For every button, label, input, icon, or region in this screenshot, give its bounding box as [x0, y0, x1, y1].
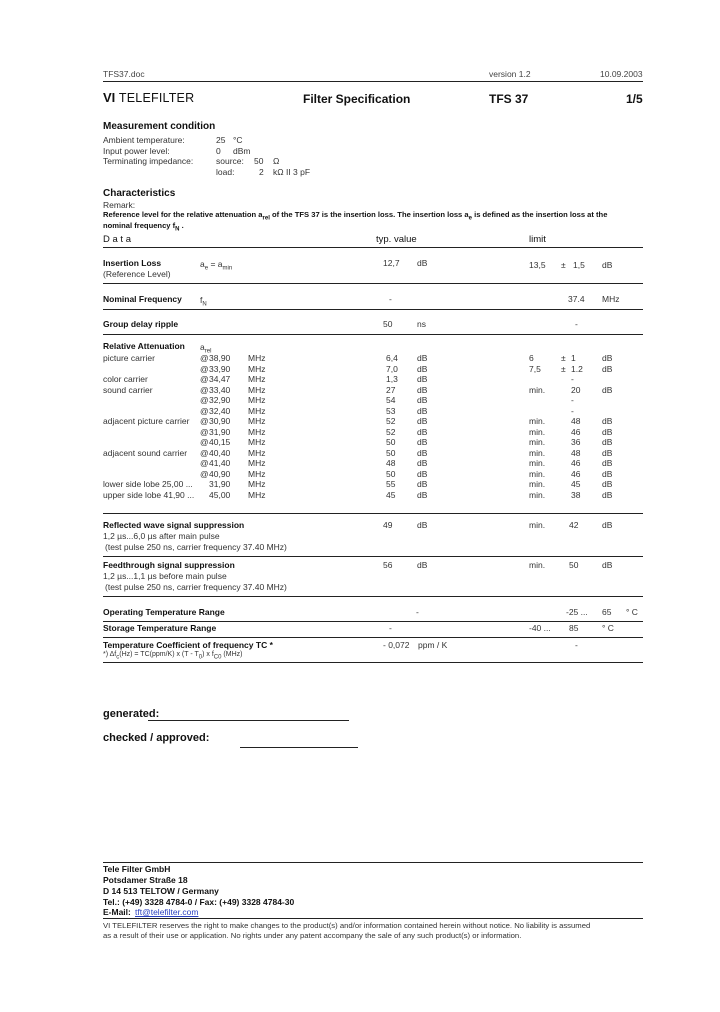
- cell-freq: 31,90: [209, 479, 231, 489]
- cell-freq: 40,90: [209, 468, 231, 479]
- col-typ: typ. value: [376, 234, 417, 245]
- cell-typ: 53: [386, 405, 396, 416]
- cell-lmin: min.: [529, 426, 546, 437]
- cell-lu: dB: [602, 384, 613, 395]
- cell-freq: 40,15: [209, 437, 231, 447]
- row-rule: [103, 621, 643, 622]
- cell-typ: 48: [386, 458, 396, 468]
- cell-lmin: min.: [529, 384, 546, 395]
- cell-tu: dB: [417, 374, 428, 384]
- cell-at: @: [200, 416, 209, 426]
- cell-lval: 36: [571, 437, 581, 447]
- cell-freq: 45,00: [209, 489, 231, 500]
- cell-at: @: [200, 384, 209, 395]
- cell-name: sound carrier: [103, 384, 153, 395]
- checked-signature-line: [240, 747, 358, 748]
- cell-at: @: [200, 395, 209, 405]
- cell-lval: 48: [571, 416, 581, 426]
- cell-lu: dB: [602, 458, 613, 468]
- cell-freq: 40,40: [209, 447, 231, 458]
- cell-freq: 33,90: [209, 363, 231, 374]
- brand-logo: VI TELEFILTER: [103, 90, 195, 105]
- remark-text-2: nominal frequency $f_N$ .: [103, 221, 184, 233]
- cell-at: @: [200, 468, 209, 479]
- row-rule: [103, 596, 643, 597]
- row-rule: [103, 283, 643, 284]
- row-rule: [103, 309, 643, 310]
- cell-typ: 50: [386, 468, 396, 479]
- cell-typ: 6,4: [386, 353, 398, 363]
- cell-freq: 41,40: [209, 458, 231, 468]
- cell-unit: MHz: [248, 437, 266, 447]
- company-name: Tele Filter GmbH: [103, 864, 171, 874]
- cell-lval: 38: [571, 489, 581, 500]
- cell-tu: dB: [417, 479, 428, 489]
- email-link[interactable]: tft@telefilter.com: [135, 907, 199, 917]
- cell-typ: 54: [386, 395, 396, 405]
- cell-lval: 20: [571, 384, 581, 395]
- disclaimer-line-2: as a result of their use or application. No rights under any patent accompany the sale of any such product(s) or information.: [103, 931, 522, 940]
- cell-lu: dB: [602, 479, 613, 489]
- cell-freq: 33,40: [209, 384, 231, 395]
- cell-typ: 27: [386, 384, 396, 395]
- page-number: 1/5: [626, 92, 643, 106]
- row-rule: [103, 556, 643, 557]
- cell-typ: 50: [386, 447, 396, 458]
- cell-tu: dB: [417, 395, 428, 405]
- cell-tu: dB: [417, 416, 428, 426]
- cell-freq: 34,47: [209, 374, 231, 384]
- cell-at: @: [200, 374, 209, 384]
- part-number: TFS 37: [489, 92, 529, 106]
- cell-typ: 45: [386, 489, 396, 500]
- generated-signature-line: [148, 720, 349, 721]
- cell-at: @: [200, 363, 209, 374]
- cell-lval: 48: [571, 447, 581, 458]
- email-label: E-Mail:: [103, 907, 131, 917]
- cell-name: upper side lobe 41,90 ...: [103, 489, 195, 500]
- row-rule: [103, 513, 643, 514]
- header-rule: [103, 81, 643, 82]
- cell-freq: 32,90: [209, 395, 231, 405]
- cell-at: @: [200, 447, 209, 458]
- company-city: D 14 513 TELTOW / Germany: [103, 886, 219, 896]
- cell-lval: -: [571, 405, 574, 416]
- cell-lu: dB: [602, 416, 613, 426]
- cell-lmin: 6: [529, 353, 534, 363]
- cell-lmin: min.: [529, 479, 546, 489]
- cell-name: adjacent sound carrier: [103, 447, 188, 458]
- cell-typ: 55: [386, 479, 396, 489]
- cell-at: @: [200, 405, 209, 416]
- cell-lu: dB: [602, 363, 613, 374]
- cell-freq: 32,40: [209, 405, 231, 416]
- cell-lval: 1: [571, 353, 576, 363]
- cell-name: color carrier: [103, 374, 148, 384]
- row-rule: [103, 637, 643, 638]
- cell-at: @: [200, 353, 209, 363]
- cell-tu: dB: [417, 353, 428, 363]
- cell-lval: 46: [571, 458, 581, 468]
- cell-lu: dB: [602, 447, 613, 458]
- cell-unit: MHz: [248, 416, 266, 426]
- doc-date: 10.09.2003: [600, 69, 643, 79]
- cell-tu: dB: [417, 363, 428, 374]
- cell-lmin: min.: [529, 468, 546, 479]
- cell-unit: MHz: [248, 353, 266, 363]
- cell-lmin: min.: [529, 447, 546, 458]
- cell-lmin: min.: [529, 416, 546, 426]
- cell-pm: ±: [561, 353, 566, 363]
- cell-tu: dB: [417, 405, 428, 416]
- cell-lmin: min.: [529, 458, 546, 468]
- cell-unit: MHz: [248, 447, 266, 458]
- cell-lu: dB: [602, 353, 613, 363]
- cell-at: @: [200, 458, 209, 468]
- relative-attenuation-title: Relative Attenuation: [103, 341, 185, 351]
- cell-lval: 1.2: [571, 363, 583, 374]
- company-street: Potsdamer Straße 18: [103, 875, 188, 885]
- cell-unit: MHz: [248, 489, 266, 500]
- cell-unit: MHz: [248, 384, 266, 395]
- cell-tu: dB: [417, 426, 428, 437]
- cell-lmin: min.: [529, 437, 546, 447]
- cell-typ: 1,3: [386, 374, 398, 384]
- footnote: *) $\Delta f_c(Hz) = TC(ppm/K)$ x $(T - T_0)$ x $f_{C0}$ (MHz): [103, 651, 243, 661]
- cell-lu: dB: [602, 489, 613, 500]
- cell-lmin: min.: [529, 489, 546, 500]
- version-label: version 1.2: [489, 69, 531, 79]
- cell-lval: 46: [571, 426, 581, 437]
- company-phone: Tel.: (+49) 3328 4784-0 / Fax: (+49) 3328 4784-30: [103, 897, 295, 907]
- col-data: D a t a: [103, 234, 131, 245]
- cell-lval: -: [571, 395, 574, 405]
- disclaimer-line-1: VI TELEFILTER reserves the right to make changes to the product(s) and/or information contained herein without notice. No liability is assumed: [103, 921, 591, 930]
- checked-label: checked / approved:: [103, 732, 210, 744]
- cell-tu: dB: [417, 437, 428, 447]
- doc-title: Filter Specification: [303, 92, 411, 106]
- remark-label: Remark:: [103, 200, 136, 210]
- col-limit: limit: [529, 234, 546, 245]
- cell-name: adjacent picture carrier: [103, 416, 190, 426]
- cell-lval: 46: [571, 468, 581, 479]
- cell-typ: 7,0: [386, 363, 398, 374]
- cell-lval: -: [571, 374, 574, 384]
- cell-tu: dB: [417, 468, 428, 479]
- cell-unit: MHz: [248, 363, 266, 374]
- cell-lmin: 7,5: [529, 363, 541, 374]
- footer-rule-2: [103, 918, 643, 919]
- cell-lu: dB: [602, 468, 613, 479]
- cell-tu: dB: [417, 489, 428, 500]
- cell-name: picture carrier: [103, 353, 155, 363]
- cell-tu: dB: [417, 447, 428, 458]
- cell-typ: 52: [386, 416, 396, 426]
- cell-typ: 52: [386, 426, 396, 437]
- cell-at: @: [200, 437, 209, 447]
- cell-unit: MHz: [248, 479, 266, 489]
- cell-freq: 38,90: [209, 353, 231, 363]
- measurement-title: Measurement condition: [103, 121, 216, 132]
- cell-unit: MHz: [248, 405, 266, 416]
- cell-lval: 45: [571, 479, 581, 489]
- table-bottom-rule: [103, 662, 643, 663]
- table-header-rule: [103, 247, 643, 248]
- footer-rule: [103, 862, 643, 863]
- cell-freq: 31,90: [209, 426, 231, 437]
- generated-label: generated:: [103, 708, 160, 720]
- cell-unit: MHz: [248, 374, 266, 384]
- cell-typ: 50: [386, 437, 396, 447]
- cell-lu: dB: [602, 426, 613, 437]
- cell-at: @: [200, 426, 209, 437]
- cell-name: lower side lobe 25,00 ...: [103, 479, 193, 489]
- remark-text: Reference level for the relative attenuation $a_{rel}$ of the TFS 37 is the insertion loss. The insertion loss $a_e$ is defined as the insertion loss at the: [103, 210, 608, 222]
- cell-pm: ±: [561, 363, 566, 374]
- cell-unit: MHz: [248, 395, 266, 405]
- cell-lu: dB: [602, 437, 613, 447]
- cell-unit: MHz: [248, 468, 266, 479]
- cell-tu: dB: [417, 458, 428, 468]
- file-name: TFS37.doc: [103, 69, 145, 79]
- row-rule: [103, 334, 643, 335]
- cell-unit: MHz: [248, 458, 266, 468]
- relative-symbol: $a_{rel}$: [200, 342, 212, 355]
- characteristics-title: Characteristics: [103, 188, 176, 199]
- cell-tu: dB: [417, 384, 428, 395]
- cell-unit: MHz: [248, 426, 266, 437]
- cell-freq: 30,90: [209, 416, 231, 426]
